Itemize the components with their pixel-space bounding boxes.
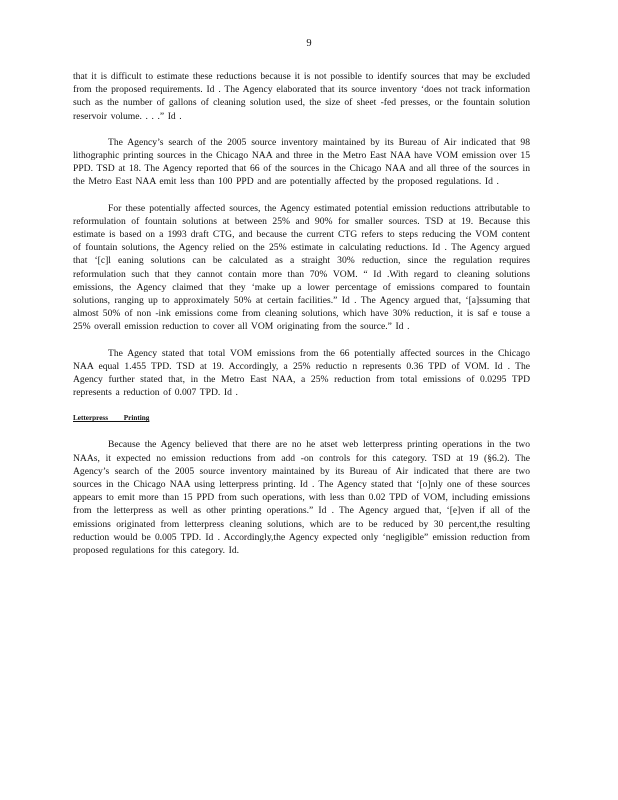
paragraph-source-inventory: The Agency’s search of the 2005 source inventory maintained by its Bureau of Air indicated that 98 lithographic printing sources in the Chicago NAA and three in the Metro East NAA have VOM emission over 15 PPD. TSD at 18. The Agency reported that 66 of the sources in the Chicago NAA and all three of the sources in the Metro East NAA emit less than 100 PPD and are potentially affected by the proposed regulations. Id . (73, 136, 530, 188)
paragraph-gap (73, 123, 530, 136)
paragraph-continuation: that it is difficult to estimate these reductions because it is not possible to identify sources that may be excluded from the proposed requirements. Id . The Agency elaborated that its source inventory ‘does not track information such as the number of gallons of cleaning solution used, the size of sheet -fed presses, or the fountain solution reservoir volume. . . .” Id . (73, 71, 530, 122)
paragraph-letterpress: Because the Agency believed that there are no he atset web letterpress printing operations in the two NAAs, it expected no emission reductions from add -on controls for this category. TSD at 19 (§6.2). The Agency’s search of the 2005 source inventory maintained by its Bureau of Air indicated that there are two sources in the Chicago NAA using letterpress printing. Id . The Agency stated that ‘[o]nly one of these sources appears to emit more than 15 PPD from such operations, with less than 0.02 TPD of VOM, including emissions from the letterpress as well as other printing operations.” Id . The Agency argued that, ‘[e]ven if all of the emissions originated from letterpress cleaning solutions, which are to be reduced by 30 percent,the resulting reduction would be 0.005 TPD. Id . Accordingly,the Agency expected only ‘negligible” emission reduction from proposed regulations for this category. Id. (73, 439, 530, 557)
page-number: 9 (306, 38, 312, 49)
paragraph-gap (73, 399, 530, 412)
paragraph-gap (73, 334, 530, 347)
paragraph-gap (73, 425, 530, 438)
document-body (73, 70, 530, 557)
section-heading-letterpress: Letterpress Printing (73, 414, 150, 423)
paragraph-emission-reductions: For these potentially affected sources, the Agency estimated potential emission reductions attributable to reformulation of fountain solutions at between 25% and 90% for smaller sources. TSD at 19. Because this estimate is based on a 1993 draft CTG, and because the current CTG refers to steps reducing the VOM content of fountain solutions, the Agency relied on the 25% estimate in calculating reductions. Id . The Agency argued that ‘[c]l eaning solutions can be calculated as a straight 30% reduction, since the regulation requires reformulation such that they cannot contain more than 70% VOM. “ Id .With regard to cleaning solutions emissions, the Agency claimed that they ‘make up a lower percentage of emissions compared to fountain solutions, ranging up to approximately 50% at certain facilities.” Id . The Agency argued that, ‘[a]ssuming that almost 50% of non -ink emissions come from cleaning solutions, which have 30% reduction, it is saf e touse a 25% overall emission reduction to cover all VOM originating from the source.” Id . (73, 202, 530, 333)
paragraph-gap (73, 189, 530, 202)
paragraph-total-vom: The Agency stated that total VOM emissions from the 66 potentially affected sources in the Chicago NAA equal 1.455 TPD. TSD at 19. Accordingly, a 25% reductio n represents 0.36 TPD of VOM. Id . The Agency further stated that, in the Metro East NAA, a 25% reduction from total emissions of 0.0295 TPD represents a reduction of 0.007 TPD. Id . (73, 347, 530, 399)
